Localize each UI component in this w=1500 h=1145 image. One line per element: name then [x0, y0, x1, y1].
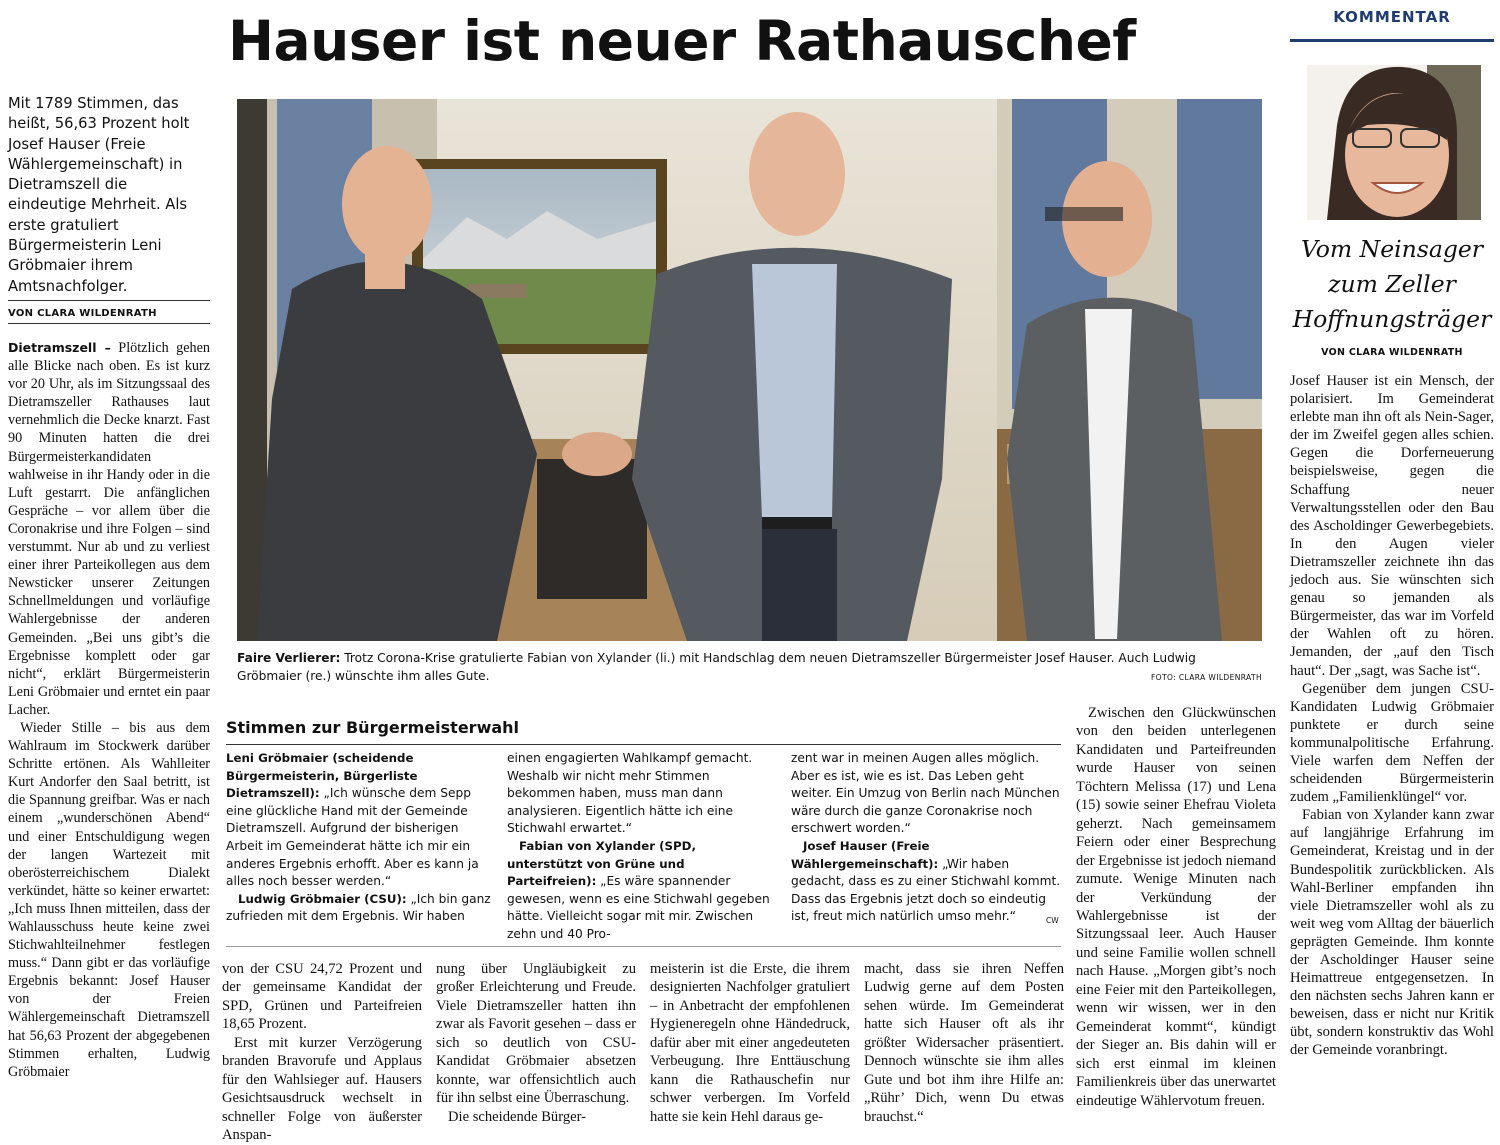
article-column-6	[1076, 704, 1276, 1110]
quote-text: „Ich wünsche dem Sepp eine glückliche Hand mit der Gemeinde Dietramszell. Aufgrund der bisherigen Arbeit im Gemeinderat hätte ich mir ein anderes Ergebnis erhofft. Aber es kann ja alles noch besser werden.“	[226, 786, 479, 889]
quote-text: zent war in meinen Augen alles möglich. Aber es ist, wie es ist. Das Leben geht weiter. Ein Umzug von Berlin nach München wäre durch die ganze Coronakrise noch erschwert worden.“	[791, 751, 1060, 836]
photo-credit: FOTO: CLARA WILDENRATH	[1150, 673, 1262, 682]
quote-column-3	[791, 750, 1061, 926]
article-paragraph: Plötzlich gehen alle Blicke nach oben. Es ist kurz vor 20 Uhr, als im Sitzungssaal des Dietramszeller Rathauses laut vernehmlich die Decke knarzt. Fast 90 Minuten hatten die drei Bürgermeisterkandidaten wahlweise in ihr Handy oder in die Luft gestarrt. Die anfänglichen Gespräche – vor allem über die Coronakrise und ihre Folgen – sind verstummt. Nur ab und zu verliest einer ihrer Parteikollegen aus dem Newsticker unserer Zeitungen Schnellmeldungen und vorläufige Wahlergebnisse der anderen Gemeinden. „Bei uns gibt’s die Ergebnisse komplett oder gar nicht“, erklärt Bürgermeisterin Leni Gröbmaier und erntet ein paar Lacher.	[8, 340, 210, 718]
article-paragraph: Zwischen den Glückwünschen von den beiden unterlegenen Kandidaten und Parteifreunden wurde Hauser von seinen Töchtern Melissa (17) und Lena (15) sowie seiner Ehefrau Violeta geherzt. Nach gemeinsamem Feiern oder einer Besprechung der Ergebnisse ist jedoch niemand zumute. Wenige Minuten nach der Verkündung der Wahlergebnisse ist der Sitzungssaal leer. Auch Hauser und seine Familie wollen schnell nach Hause. „Morgen gibt’s noch eine Feier mit den Parteikollegen, wenn wir wissen, wer in den Gemeinderat kommt“, kündigt der Sieger an. Bis dahin will er sich erst einmal im kleinen Familienkreis über das unerwartet eindeutige Wählervotum freuen.	[1076, 705, 1276, 1109]
lead-paragraph: Mit 1789 Stimmen, das heißt, 56,63 Prozent holt Josef Hauser (Freie Wählergemeinschaft) in Dietramszell die eindeutige Mehrheit. Als erste gratuliert Bürgermeisterin Leni Gröbmaier ihrem Amtsnachfolger.	[8, 95, 190, 295]
kommentar-label: KOMMENTAR	[1333, 8, 1451, 26]
quote-text: „Ich bin ganz zufrieden mit dem Ergebnis. Wir haben	[226, 891, 491, 924]
kommentar-rule	[1290, 39, 1494, 42]
quote-text: „Wir haben gedacht, dass es zu einer Stichwahl kommt. Dass das Ergebnis jetzt doch so eindeutig ist, freut mich natürlich umso mehr.“	[791, 856, 1061, 924]
article-column-4	[650, 960, 850, 1126]
kommentar-paragraph: Fabian von Xylander kann zwar auf langjährige Erfahrung im Gemeinderat, Kreistag und in der Bundespolitik zurückblicken. Als Wahl-Berliner empfanden ihn viele Dietramszeller wohl als zu weit weg vom Alltag der bäuerlich geprägten Gemeinde. Ihm konnte der Ascholdinger Hauser seine Heimattreue entgegensetzen. In den nächsten sechs Jahren kann er beweisen, dass er nicht nur Kritik übt, sondern konstruktiv das Wohl der Gemeinde voranbringt.	[1290, 807, 1494, 1059]
headline: Hauser ist neuer Rathauschef	[228, 9, 1136, 73]
article-column-2	[222, 960, 422, 1145]
dateline: Dietramszell –	[8, 340, 111, 355]
kommentar-title: Vom Neinsager zum Zeller Hoffnungsträger	[1292, 235, 1492, 333]
kommentar-paragraph: Gegenüber dem jungen CSU-Kandidaten Ludwig Gröbmaier punktete er durch seine kommunalpolitische Erfahrung. Viele warfen dem Neffen der scheidenden Bürgermeisterin zudem „Familienklüngel“ vor.	[1290, 680, 1494, 806]
article-paragraph: nung über Ungläubigkeit zu großer Erleichterung und Freude. Viele Dietramszeller hatten ihn zwar als Favorit gesehen – dass er sich so deutlich von CSU-Kandidat Gröbmaier absetzen konnte, war offensichtlich auch für ihn selbst eine Überraschung.	[436, 961, 636, 1107]
kommentar-body	[1290, 372, 1494, 1060]
caption-lead: Faire Verlierer:	[237, 651, 341, 665]
byline: VON CLARA WILDENRATH	[8, 308, 157, 319]
article-paragraph: Erst mit kurzer Verzögerung branden Bravorufe und Applaus für den Wahlsieger auf. Hausers Gesichtsausdruck wechselt in schneller Folge von äußerster Anspan-	[222, 1034, 422, 1144]
article-paragraph: macht, dass sie ihren Neffen Ludwig gerne auf dem Posten sehen würde. Im Gemeinderat hatte sich Hauser oft als ihr größter Widersacher präsentiert. Dennoch wünschte sie ihm alles Gute und bot ihm ihre Hilfe an: „Rühr’ Dich, wenn Du etwas brauchst.“	[864, 961, 1064, 1125]
article-paragraph: Wieder Stille – bis aus dem Wahlraum im Stockwerk darüber Schritte ertönen. Als Wahlleiter Kurt Andorfer den Saal betritt, ist die Spannung greifbar. Was er nach einem „wunderschönen Abend“ und einer Entschuldigung wegen der langen Wartezeit mit oberösterreichischem Dialekt verkündet, hätte so keiner erwartet: „Ich muss Ihnen mitteilen, dass der Wahlausschuss heute keine zwei Stichwahlteilnehmer festlegen muss.“ Dann gibt er das vorläufige Ergebnis bekannt: Josef Hauser von der Freien Wählergemeinschaft Dietramszell hat 56,63 Prozent der abgegebenen Stimmen erhalten, Ludwig Gröbmaier	[8, 719, 210, 1080]
quote-speaker: Ludwig Gröbmaier (CSU):	[238, 891, 407, 906]
photo-handshake	[237, 99, 1262, 641]
quote-column-1	[226, 750, 492, 926]
caption-text: Trotz Corona-Krise gratulierte Fabian von Xylander (li.) mit Handschlag dem neuen Dietramszeller Bürgermeister Josef Hauser. Auch Ludwig Gröbmaier (re.) wünschte ihm alles Gute.	[237, 651, 1196, 683]
article-column-5	[864, 960, 1064, 1126]
divider	[226, 946, 1061, 947]
divider	[8, 300, 210, 301]
article-column-1	[8, 339, 210, 1081]
kommentar-paragraph: Josef Hauser ist ein Mensch, der polarisiert. Im Gemeinderat erlebte man ihn oft als Nein-Sager, der im Zweifel gegen alles schien. Gegen die Dorferneuerung beispielsweise, gegen die Schaffung neuer Verwaltungsstellen oder den Bau des Ascholdinger Gewerbegebiets. In den Augen vieler Dietramszeller zeichnete ihn das jedoch aus. Sie wünschten sich genau so jemanden als Bürgermeister, das war im Vorfeld der Wahlen oft zu hören. Jemanden, der „auf den Tisch haut“. Der „sagt, was Sache ist“.	[1290, 373, 1494, 679]
author-signature: CW	[1046, 916, 1059, 925]
quote-text: einen engagierten Wahlkampf gemacht. Weshalb wir nicht mehr Stimmen bekommen haben, muss man dann analysieren. Eigentlich hätte ich eine Stichwahl erwartet.“	[507, 751, 753, 836]
quote-speaker: Fabian von Xylander (SPD, unterstützt von Grüne und Parteifreien):	[507, 838, 696, 889]
divider	[8, 323, 210, 324]
article-column-3	[436, 960, 636, 1126]
quote-text: „Es wäre spannender gewesen, wenn es eine Stichwahl gegeben hätte. Vielleicht sogar mit mir. Zwischen zehn und 40 Pro-	[507, 874, 770, 941]
quote-box-title: Stimmen zur Bürgermeisterwahl	[226, 718, 520, 737]
author-portrait	[1307, 65, 1481, 220]
article-paragraph: Die scheidende Bürger-	[448, 1108, 587, 1125]
article-paragraph: von der CSU 24,72 Prozent und der gemeinsame Kandidat der SPD, Grünen und Parteifreien 18,65 Prozent.	[222, 961, 422, 1033]
quote-speaker: Leni Gröbmaier (scheidende Bürgermeisterin, Bürgerliste Dietramszell):	[226, 751, 418, 801]
article-paragraph: meisterin ist die Erste, die ihrem designierten Nachfolger gratuliert – in Anbetracht der empfohlenen Hygieneregeln ohne Händedruck, dafür aber mit einer angedeuteten Verbeugung. Ihre Enttäuschung kann die Rathauschefin nur schwer verbergen. Im Vorfeld hatte sie kein Hehl daraus ge-	[650, 961, 850, 1125]
quote-speaker: Josef Hauser (Freie Wählergemeinschaft):	[791, 838, 939, 871]
quote-column-2	[507, 750, 775, 944]
divider	[226, 744, 1061, 745]
kommentar-byline: VON CLARA WILDENRATH	[1321, 347, 1463, 358]
